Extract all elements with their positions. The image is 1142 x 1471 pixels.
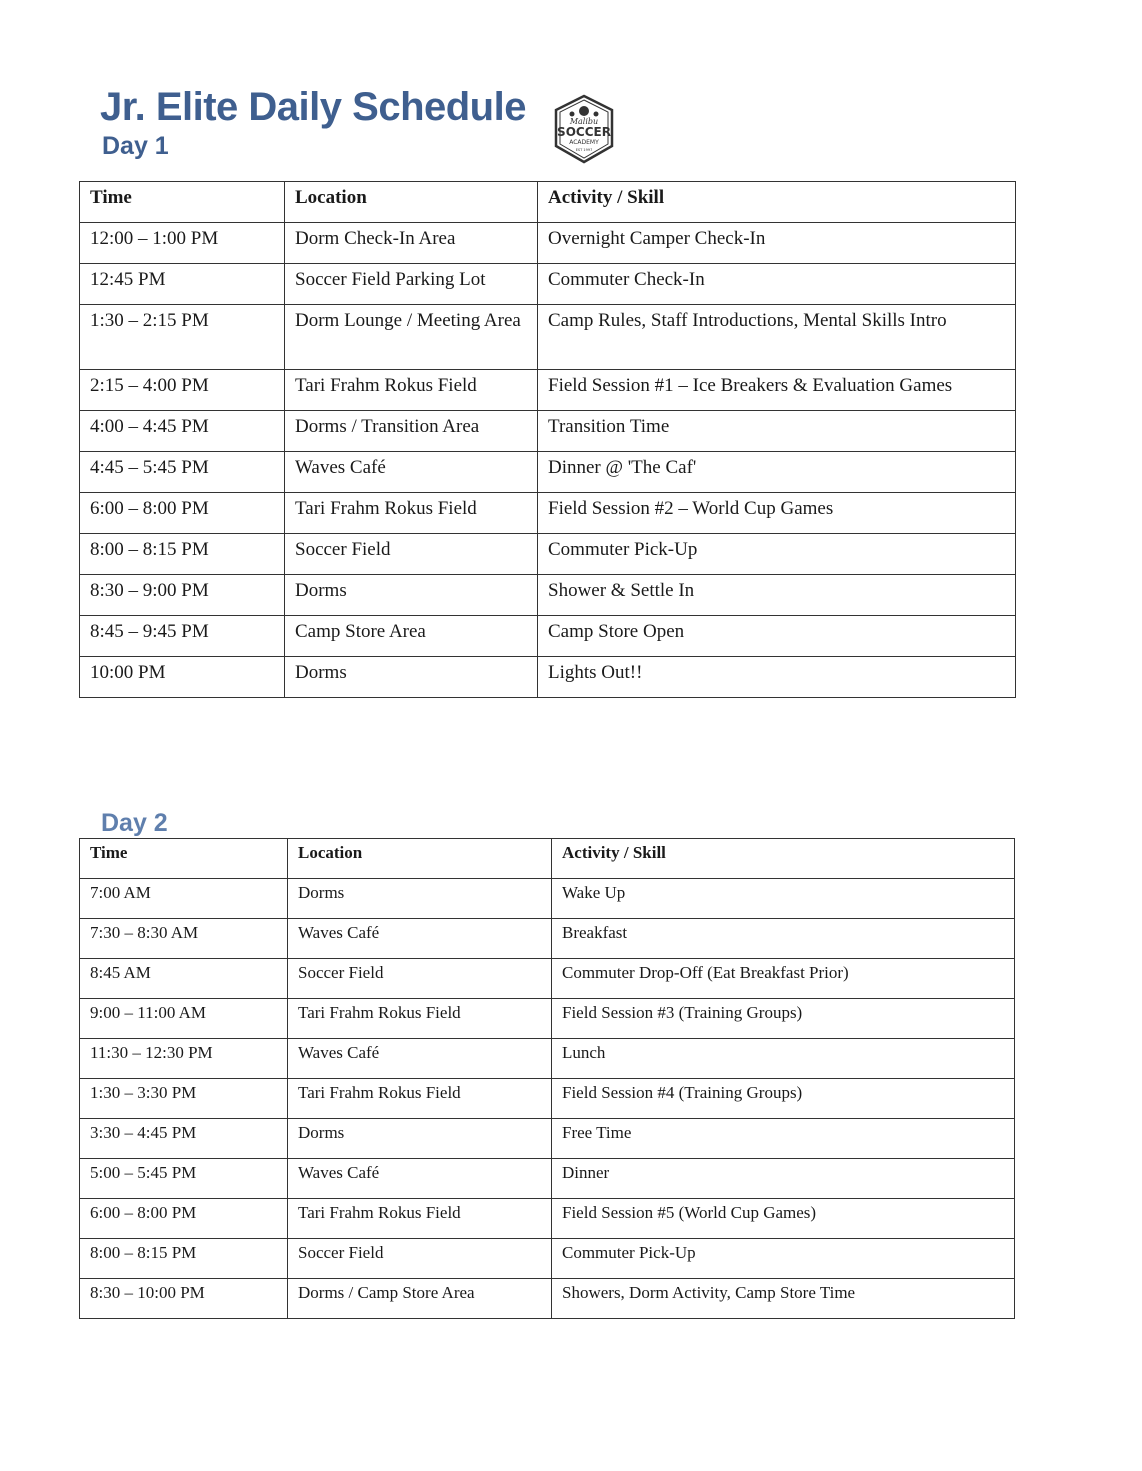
activity-cell: Dinner @ 'The Caf'	[538, 452, 1016, 493]
location-cell: Dorms	[288, 879, 552, 919]
time-cell: 9:00 – 11:00 AM	[80, 999, 288, 1039]
day2-schedule-table	[79, 838, 1015, 1319]
table-row	[80, 1079, 1015, 1119]
table-header-row	[80, 839, 1015, 879]
logo-text-sub: ACADEMY	[569, 139, 599, 146]
table-row	[80, 1239, 1015, 1279]
logo-text-top: Malibu	[569, 117, 599, 126]
time-cell: 8:00 – 8:15 PM	[80, 1239, 288, 1279]
malibu-soccer-academy-logo	[552, 94, 616, 164]
table-row	[80, 1279, 1015, 1319]
time-cell: 8:30 – 10:00 PM	[80, 1279, 288, 1319]
location-cell: Soccer Field	[285, 534, 538, 575]
table-row	[80, 959, 1015, 999]
activity-cell: Breakfast	[552, 919, 1015, 959]
activity-cell: Lunch	[552, 1039, 1015, 1079]
location-cell: Tari Frahm Rokus Field	[288, 1079, 552, 1119]
activity-cell: Field Session #4 (Training Groups)	[552, 1079, 1015, 1119]
activity-cell: Camp Rules, Staff Introductions, Mental Skills Intro	[538, 305, 1016, 370]
location-cell: Dorms	[285, 575, 538, 616]
activity-cell: Field Session #1 – Ice Breakers & Evaluation Games	[538, 370, 1016, 411]
time-cell: 10:00 PM	[80, 657, 285, 698]
time-cell: 8:30 – 9:00 PM	[80, 575, 285, 616]
location-cell: Tari Frahm Rokus Field	[288, 1199, 552, 1239]
location-cell: Soccer Field Parking Lot	[285, 264, 538, 305]
column-header-location: Location	[288, 839, 552, 879]
location-cell: Dorms / Camp Store Area	[288, 1279, 552, 1319]
time-cell: 2:15 – 4:00 PM	[80, 370, 285, 411]
day1-schedule-table	[79, 181, 1016, 698]
table-header-row	[80, 182, 1016, 223]
table-row	[80, 493, 1016, 534]
activity-cell: Overnight Camper Check-In	[538, 223, 1016, 264]
location-cell: Waves Café	[288, 1039, 552, 1079]
table-row	[80, 919, 1015, 959]
table-row	[80, 575, 1016, 616]
activity-cell: Camp Store Open	[538, 616, 1016, 657]
activity-cell: Field Session #3 (Training Groups)	[552, 999, 1015, 1039]
time-cell: 12:00 – 1:00 PM	[80, 223, 285, 264]
time-cell: 12:45 PM	[80, 264, 285, 305]
column-header-activity: Activity / Skill	[552, 839, 1015, 879]
column-header-time: Time	[80, 839, 288, 879]
column-header-location: Location	[285, 182, 538, 223]
location-cell: Waves Café	[288, 1159, 552, 1199]
activity-cell: Wake Up	[552, 879, 1015, 919]
table-row	[80, 370, 1016, 411]
activity-cell: Lights Out!!	[538, 657, 1016, 698]
time-cell: 3:30 – 4:45 PM	[80, 1119, 288, 1159]
table-row	[80, 616, 1016, 657]
table-row	[80, 999, 1015, 1039]
location-cell: Soccer Field	[288, 959, 552, 999]
page-title: Jr. Elite Daily Schedule	[100, 85, 526, 129]
time-cell: 1:30 – 2:15 PM	[80, 305, 285, 370]
table-row	[80, 879, 1015, 919]
activity-cell: Field Session #5 (World Cup Games)	[552, 1199, 1015, 1239]
location-cell: Waves Café	[288, 919, 552, 959]
time-cell: 8:00 – 8:15 PM	[80, 534, 285, 575]
time-cell: 11:30 – 12:30 PM	[80, 1039, 288, 1079]
table-row	[80, 264, 1016, 305]
location-cell: Dorms	[288, 1119, 552, 1159]
day2-heading: Day 2	[101, 809, 168, 837]
location-cell: Camp Store Area	[285, 616, 538, 657]
activity-cell: Commuter Check-In	[538, 264, 1016, 305]
time-cell: 6:00 – 8:00 PM	[80, 1199, 288, 1239]
table-row	[80, 1119, 1015, 1159]
logo-text-main: SOCCER	[557, 125, 611, 139]
table-row	[80, 1159, 1015, 1199]
table-row	[80, 657, 1016, 698]
logo-text-est: EST 1997	[575, 148, 593, 152]
location-cell: Dorms / Transition Area	[285, 411, 538, 452]
column-header-time: Time	[80, 182, 285, 223]
activity-cell: Showers, Dorm Activity, Camp Store Time	[552, 1279, 1015, 1319]
table-row	[80, 305, 1016, 370]
activity-cell: Commuter Pick-Up	[552, 1239, 1015, 1279]
table-row	[80, 223, 1016, 264]
table-row	[80, 411, 1016, 452]
activity-cell: Dinner	[552, 1159, 1015, 1199]
time-cell: 5:00 – 5:45 PM	[80, 1159, 288, 1199]
table-row	[80, 1039, 1015, 1079]
activity-cell: Commuter Drop-Off (Eat Breakfast Prior)	[552, 959, 1015, 999]
time-cell: 1:30 – 3:30 PM	[80, 1079, 288, 1119]
location-cell: Tari Frahm Rokus Field	[285, 370, 538, 411]
day1-heading: Day 1	[102, 132, 169, 160]
location-cell: Dorms	[285, 657, 538, 698]
table-row	[80, 1199, 1015, 1239]
table-row	[80, 534, 1016, 575]
location-cell: Tari Frahm Rokus Field	[285, 493, 538, 534]
activity-cell: Transition Time	[538, 411, 1016, 452]
location-cell: Tari Frahm Rokus Field	[288, 999, 552, 1039]
column-header-activity: Activity / Skill	[538, 182, 1016, 223]
activity-cell: Field Session #2 – World Cup Games	[538, 493, 1016, 534]
time-cell: 4:00 – 4:45 PM	[80, 411, 285, 452]
activity-cell: Free Time	[552, 1119, 1015, 1159]
time-cell: 6:00 – 8:00 PM	[80, 493, 285, 534]
activity-cell: Shower & Settle In	[538, 575, 1016, 616]
location-cell: Dorm Check-In Area	[285, 223, 538, 264]
location-cell: Soccer Field	[288, 1239, 552, 1279]
activity-cell: Commuter Pick-Up	[538, 534, 1016, 575]
table-row	[80, 452, 1016, 493]
time-cell: 8:45 AM	[80, 959, 288, 999]
time-cell: 7:00 AM	[80, 879, 288, 919]
time-cell: 8:45 – 9:45 PM	[80, 616, 285, 657]
location-cell: Waves Café	[285, 452, 538, 493]
time-cell: 4:45 – 5:45 PM	[80, 452, 285, 493]
location-cell: Dorm Lounge / Meeting Area	[285, 305, 538, 370]
time-cell: 7:30 – 8:30 AM	[80, 919, 288, 959]
